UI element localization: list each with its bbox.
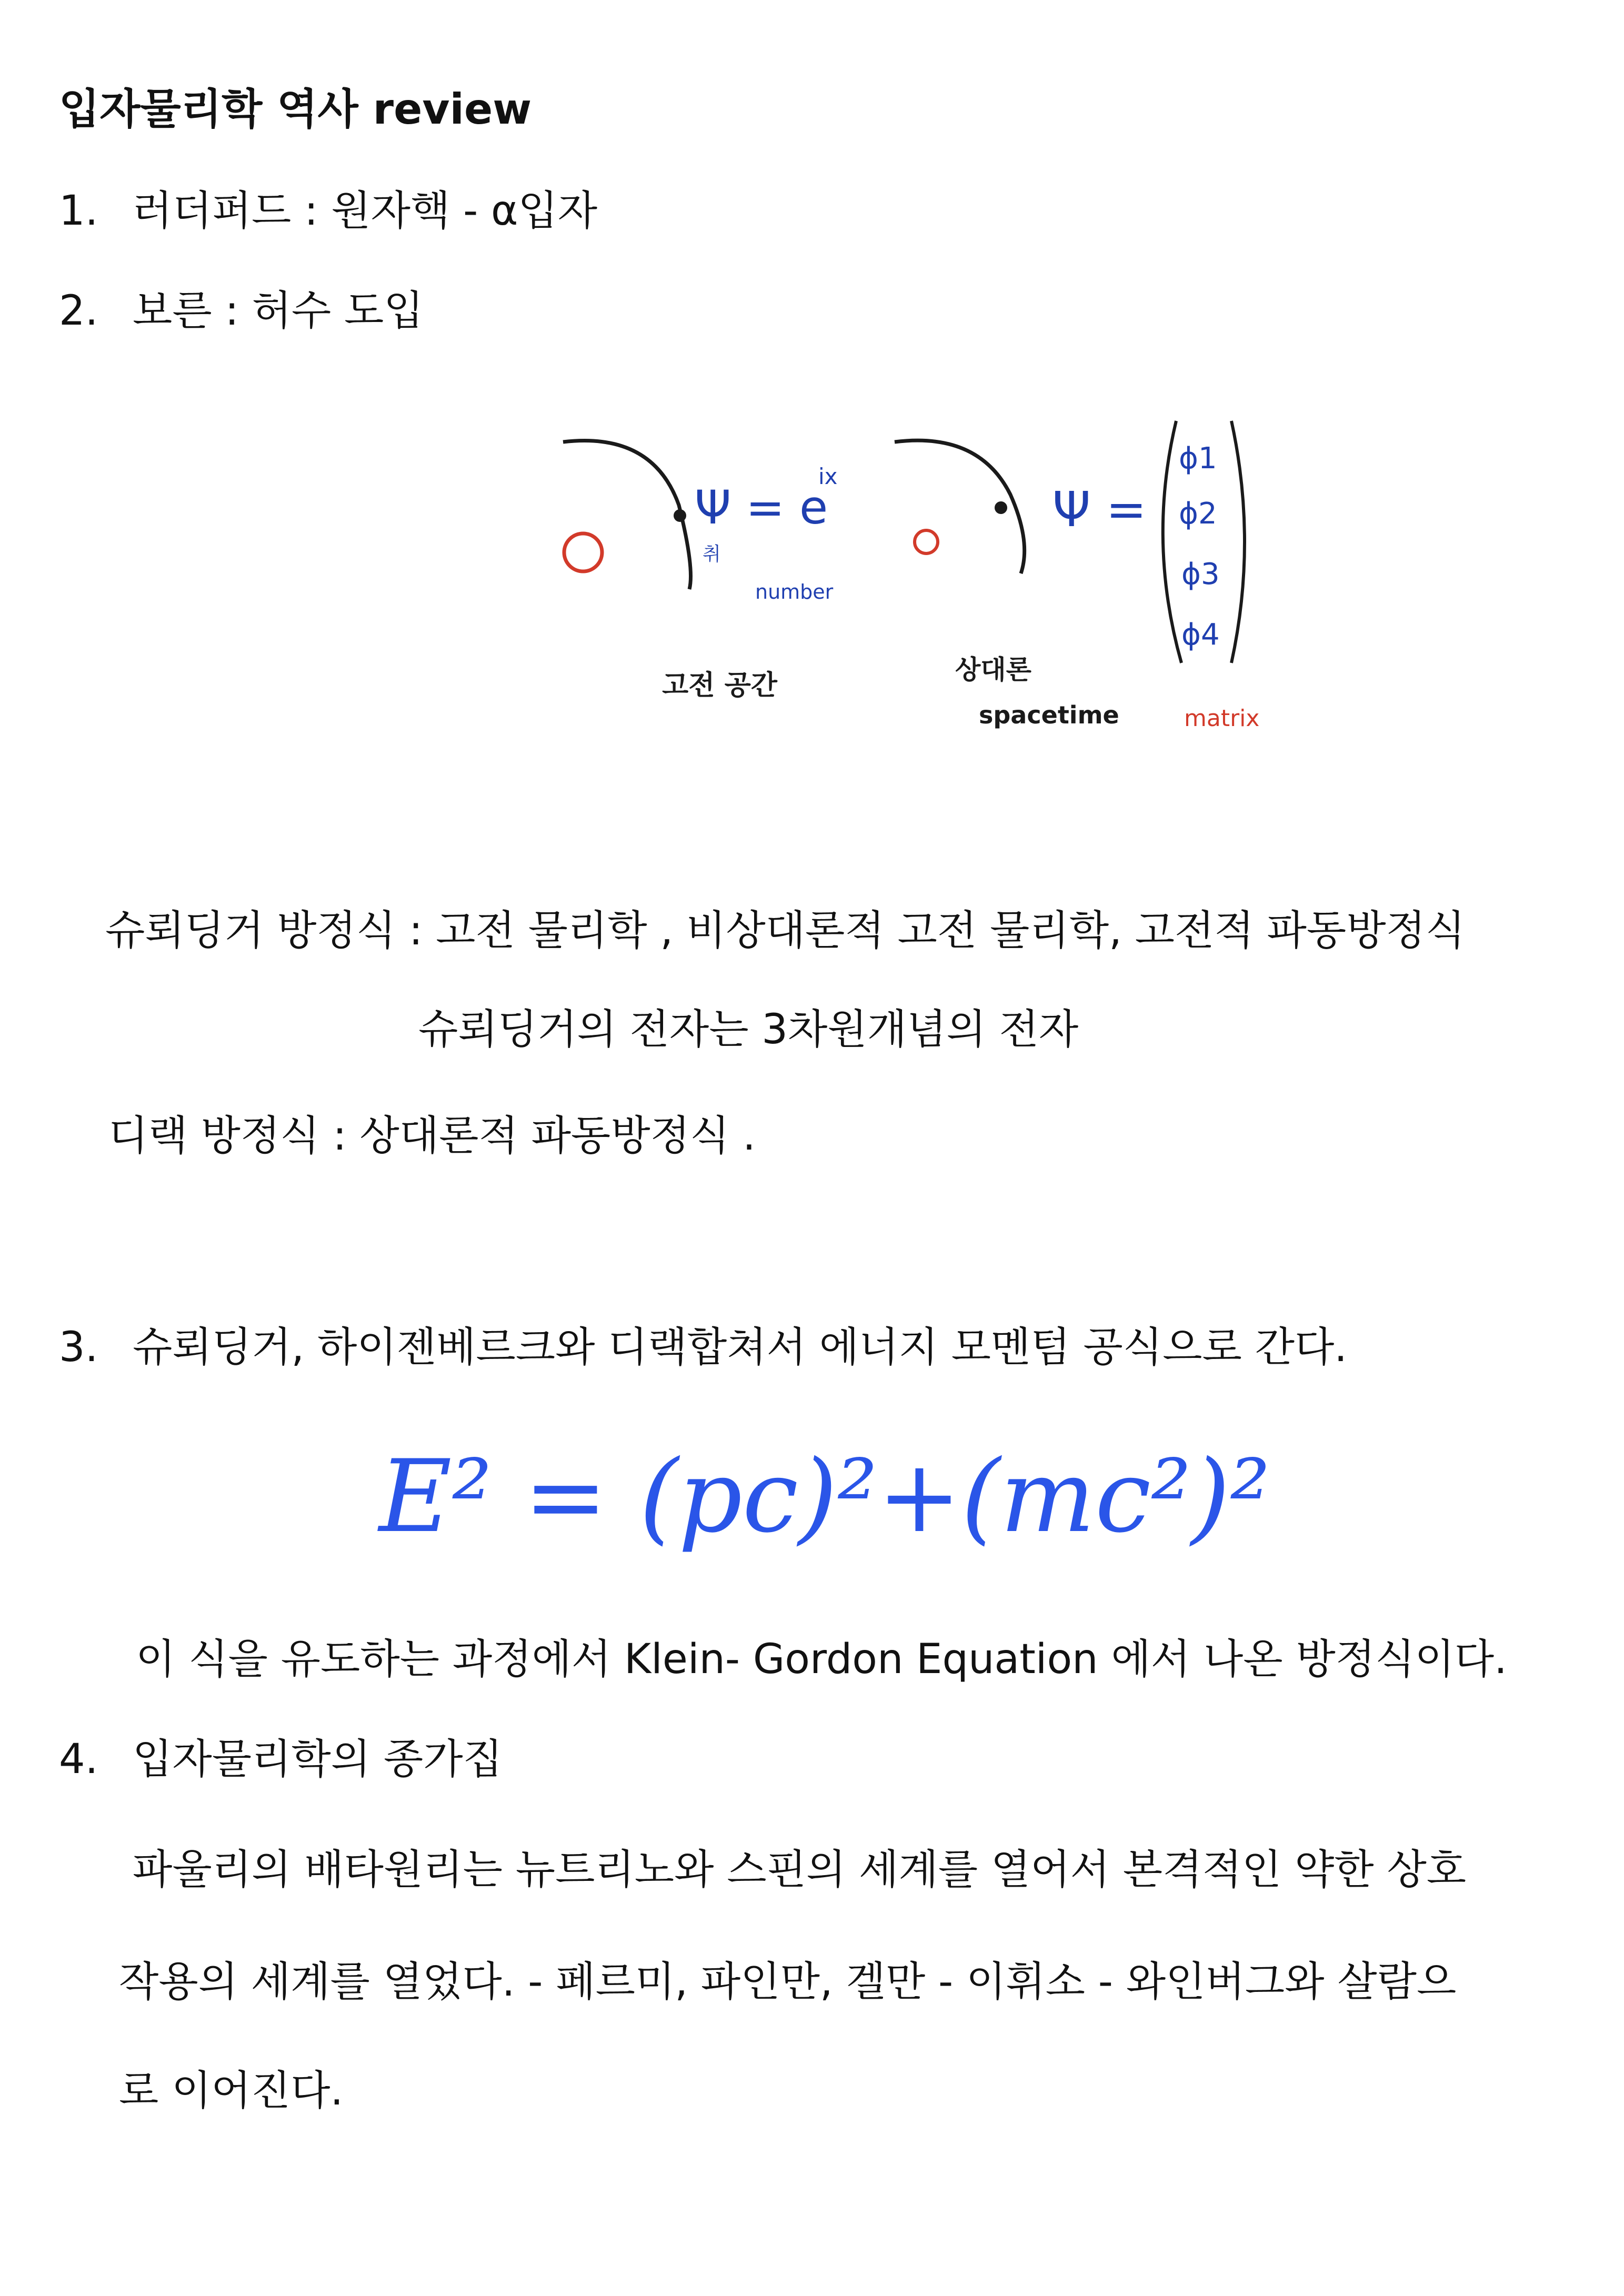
list-number: 3. bbox=[59, 1324, 98, 1371]
list-number: 1. bbox=[59, 187, 98, 235]
matrix-entry-3: ϕ3 bbox=[1181, 557, 1220, 591]
matrix-right-bracket bbox=[1231, 421, 1245, 663]
pauli-line-3: 로 이어진다. bbox=[119, 2067, 344, 2114]
list-text: 보른 : 허수 도입 bbox=[133, 287, 424, 335]
right-label: 상대론 bbox=[955, 654, 1031, 685]
red-circle-left bbox=[564, 533, 602, 571]
klein-gordon-line: 이 식을 유도하는 과정에서 Klein- Gordon Equation 에서 나온 방정식이다. bbox=[136, 1636, 1507, 1683]
pauli-line-1: 파울리의 배타원리는 뉴트리노와 스핀의 세계를 열어서 본격적인 약한 상호 bbox=[133, 1846, 1467, 1894]
list-item-3 bbox=[59, 1324, 1348, 1371]
arc-left bbox=[563, 441, 691, 590]
handwritten-sketch bbox=[547, 410, 1305, 779]
formula-text: E² = (pc)²+(mc²)² bbox=[379, 1438, 1270, 1555]
matrix-entry-1: ϕ1 bbox=[1179, 441, 1217, 476]
red-circle-right bbox=[915, 530, 938, 553]
dirac-line: 디랙 방정식 : 상대론적 파동방정식 . bbox=[108, 1112, 756, 1160]
left-equation-sub: 취 bbox=[703, 543, 721, 565]
left-exponent: ix bbox=[818, 464, 838, 489]
dot-right bbox=[995, 501, 1007, 514]
matrix-entry-2: ϕ2 bbox=[1179, 497, 1217, 531]
matrix-label: matrix bbox=[1184, 705, 1260, 732]
list-text: 입자물리학의 종가집 bbox=[133, 1736, 503, 1783]
list-text: 러더퍼드 : 원자핵 - α입자 bbox=[133, 187, 598, 235]
right-note: spacetime bbox=[979, 701, 1119, 729]
list-item-4 bbox=[59, 1736, 503, 1783]
energy-momentum-formula bbox=[368, 1410, 1270, 1568]
dot-left bbox=[674, 509, 686, 522]
matrix-entry-4: ϕ4 bbox=[1181, 618, 1220, 652]
schrodinger-line: 슈뢰딩거 방정식 : 고전 물리학 , 비상대론적 고전 물리학, 고전적 파동방정식 bbox=[105, 907, 1466, 954]
list-number: 4. bbox=[59, 1736, 98, 1783]
schrodinger-electron-line: 슈뢰딩거의 전자는 3차원개념의 전자 bbox=[418, 1006, 1079, 1053]
left-label: 고전 공간 bbox=[662, 670, 778, 701]
list-item-2 bbox=[59, 287, 424, 335]
right-equation: Ψ = bbox=[1052, 481, 1147, 538]
list-text: 슈뢰딩거, 하이젠베르크와 디랙합쳐서 에너지 모멘텀 공식으로 간다. bbox=[133, 1324, 1348, 1371]
left-equation: Ψ = e bbox=[695, 480, 828, 535]
left-note: number bbox=[755, 580, 834, 603]
list-number: 2. bbox=[59, 287, 98, 335]
page-title: 입자물리학 역사 review bbox=[59, 85, 532, 134]
list-item-1 bbox=[59, 187, 598, 235]
pauli-line-2: 작용의 세계를 열었다. - 페르미, 파인만, 겔만 - 이휘소 - 와인버그와 살람으 bbox=[119, 1958, 1457, 2006]
